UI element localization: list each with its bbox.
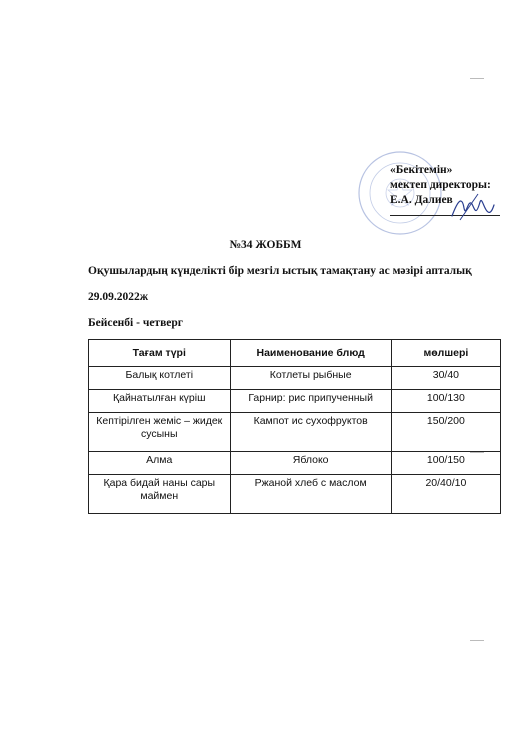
column-header-portion: мөлшері	[391, 340, 500, 367]
dish-name-cell: Кампот ис сухофруктов	[230, 413, 391, 452]
school-name: №34 ЖОББМ	[229, 239, 302, 251]
dish-name-cell: Яблоко	[230, 452, 391, 475]
table-row	[89, 413, 501, 452]
table-row	[89, 367, 501, 390]
portion-cell: 30/40	[391, 367, 500, 390]
table-row	[89, 475, 501, 514]
dish-type-cell: Кептірілген жеміс – жидек сусыны	[89, 413, 231, 452]
dish-name-cell: Котлеты рыбные	[230, 367, 391, 390]
portion-cell: 150/200	[391, 413, 500, 452]
approval-position: мектеп директоры:	[390, 179, 491, 191]
menu-day: Бейсенбі - четверг	[88, 317, 184, 329]
menu-date: 29.09.2022ж	[88, 291, 149, 303]
scan-mark	[470, 452, 484, 453]
table-row	[89, 452, 501, 475]
approval-director-name: Е.А. Далиев	[390, 194, 453, 206]
director-signature	[448, 190, 496, 224]
scan-mark	[470, 640, 484, 641]
scan-mark	[470, 78, 484, 79]
portion-cell: 100/150	[391, 452, 500, 475]
dish-name-cell: Ржаной хлеб с маслом	[230, 475, 391, 514]
portion-cell: 20/40/10	[391, 475, 500, 514]
menu-title: Оқушылардың күнделікті бір мезгіл ыстық тамақтану ас мәзірі апталық	[88, 265, 472, 277]
menu-table	[88, 339, 501, 514]
portion-cell: 100/130	[391, 390, 500, 413]
dish-type-cell: Қайнатылған күріш	[89, 390, 231, 413]
column-header-dish-name: Наименование блюд	[230, 340, 391, 367]
approval-heading: «Бекітемін»	[390, 164, 453, 176]
column-header-dish-type: Тағам түрі	[89, 340, 231, 367]
dish-type-cell: Қара бидай наны сары маймен	[89, 475, 231, 514]
table-header-row	[89, 340, 501, 367]
dish-name-cell: Гарнир: рис припученный	[230, 390, 391, 413]
table-row	[89, 390, 501, 413]
dish-type-cell: Алма	[89, 452, 231, 475]
dish-type-cell: Балық котлеті	[89, 367, 231, 390]
